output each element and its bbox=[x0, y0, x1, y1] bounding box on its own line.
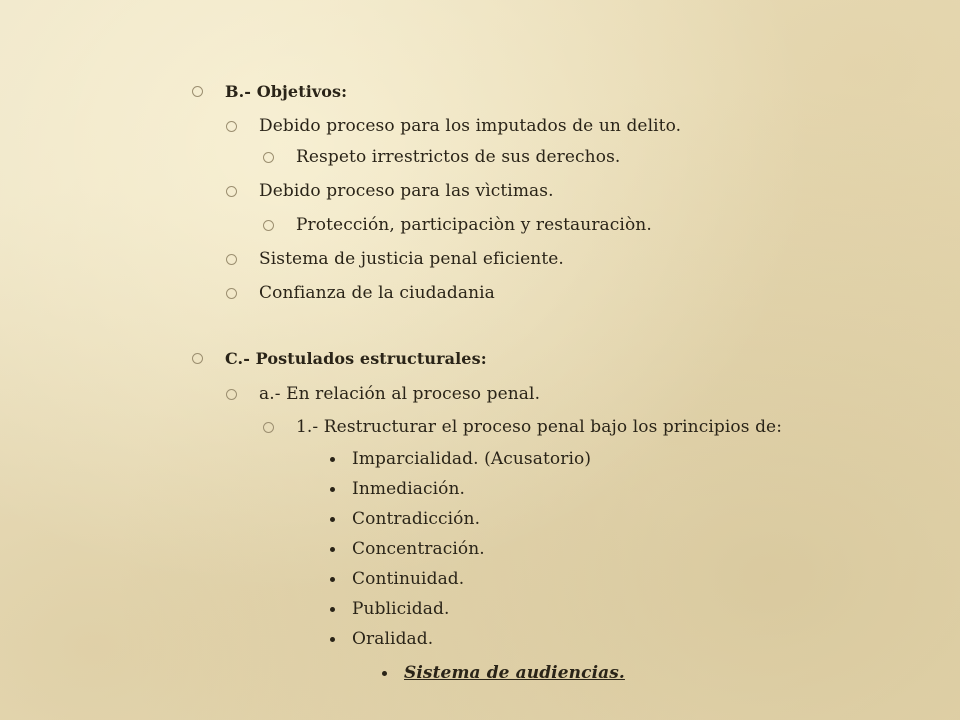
outline-item bbox=[226, 116, 681, 136]
outline-item bbox=[263, 147, 620, 167]
heading-objetivos: B.- Objetivos: bbox=[225, 82, 348, 101]
ring-bullet-icon bbox=[192, 353, 203, 364]
emphasis-text: Sistema de audiencias. bbox=[404, 663, 625, 683]
bullet-dot-icon bbox=[330, 547, 335, 552]
principle-text: Publicidad. bbox=[352, 599, 450, 619]
outline-text: Protección, participaciòn y restauraciòn. bbox=[296, 215, 652, 235]
ring-bullet-icon bbox=[263, 220, 274, 231]
bullet-dot-icon bbox=[382, 671, 387, 676]
ring-bullet-icon bbox=[192, 86, 203, 97]
outline-item-objetivos bbox=[192, 82, 347, 101]
bullet-dot-icon bbox=[330, 487, 335, 492]
outline-item bbox=[263, 215, 652, 235]
outline-item-postulados bbox=[192, 349, 487, 368]
outline-text: 1.- Restructurar el proceso penal bajo los principios de: bbox=[296, 417, 783, 437]
principle-item bbox=[330, 479, 465, 499]
principle-item-emphasis bbox=[382, 663, 625, 683]
outline-text: Debido proceso para los imputados de un delito. bbox=[259, 116, 682, 136]
outline-text: Sistema de justicia penal eficiente. bbox=[259, 249, 564, 269]
principle-item bbox=[330, 599, 450, 619]
outline-item bbox=[226, 384, 540, 404]
bullet-dot-icon bbox=[330, 457, 335, 462]
principle-item bbox=[330, 449, 591, 469]
principle-item bbox=[330, 569, 464, 589]
outline-item bbox=[263, 417, 782, 437]
ring-bullet-icon bbox=[226, 288, 237, 299]
heading-postulados: C.- Postulados estructurales: bbox=[225, 349, 487, 368]
principle-item bbox=[330, 629, 433, 649]
ring-bullet-icon bbox=[226, 254, 237, 265]
outline-item bbox=[226, 181, 554, 201]
bullet-dot-icon bbox=[330, 577, 335, 582]
outline-text: Confianza de la ciudadania bbox=[259, 283, 495, 303]
bullet-dot-icon bbox=[330, 637, 335, 642]
ring-bullet-icon bbox=[263, 422, 274, 433]
principle-text: Imparcialidad. (Acusatorio) bbox=[352, 449, 592, 469]
outline-item bbox=[226, 283, 495, 303]
principle-item bbox=[330, 509, 480, 529]
bullet-dot-icon bbox=[330, 607, 335, 612]
outline-text: Debido proceso para las vìctimas. bbox=[259, 181, 554, 201]
principle-text: Inmediación. bbox=[352, 479, 466, 499]
outline-item bbox=[226, 249, 564, 269]
principle-item bbox=[330, 539, 485, 559]
principle-text: Oralidad. bbox=[352, 629, 434, 649]
outline-text: Respeto irrestrictos de sus derechos. bbox=[296, 147, 621, 167]
ring-bullet-icon bbox=[263, 152, 274, 163]
principle-text: Contradicción. bbox=[352, 509, 481, 529]
ring-bullet-icon bbox=[226, 121, 237, 132]
principle-text: Concentración. bbox=[352, 539, 485, 559]
ring-bullet-icon bbox=[226, 389, 237, 400]
ring-bullet-icon bbox=[226, 186, 237, 197]
outline-text: a.- En relación al proceso penal. bbox=[259, 384, 541, 404]
bullet-dot-icon bbox=[330, 517, 335, 522]
principle-text: Continuidad. bbox=[352, 569, 465, 589]
